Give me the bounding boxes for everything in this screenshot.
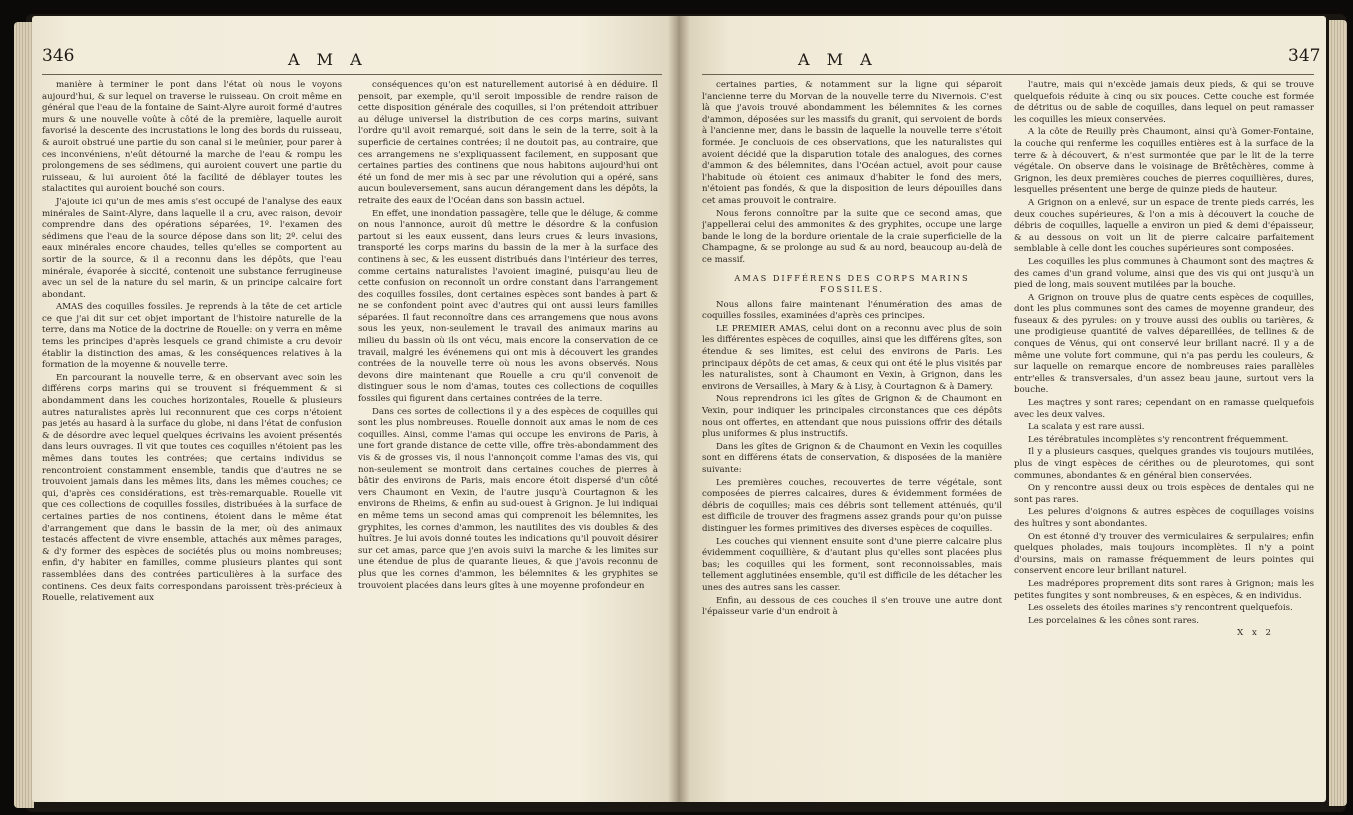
paragraph: Les porcelaines & les cônes sont rares. — [1028, 615, 1199, 626]
paragraph: manière à terminer le pont dans l'état où nous le voyons aujourd'hui, & sur lequel on traverse le ruisseau. On croit même en général que l'eau de la fontaine de Saint-Alyre auroit formé d'autres murs & une nouvelle voûte à côté de la première, laquelle auroit favorisé la descente des incrustations le long des bords du ruisseau, & auroit obstrué une partie du son canal si le meûnier, pour parer à ces inconvéniens, n'eût détourné la marche de l'eau & rompu les prolongemens de ses sédimens, qui auroient couvert une partie du ruisseau, & lui auroient ôté la facilité de déblayer toutes les stalactites qui auroient bouché son cours. — [42, 80, 342, 195]
left-page — [32, 16, 678, 802]
signature-mark: X x 2 — [1237, 628, 1274, 639]
paragraph: Les premières couches, recouvertes de terre végétale, sont composées de pierres calcaires, dures & évidemment formées de débris de coquilles; mais ces débris sont tellement atténués, qu'il est difficile de trouver des fragmens assez grands pour qu'on puisse distinguer les formes primitives des diverses espèces de coquilles. — [702, 477, 1002, 534]
paragraph: A Grignon on a enlevé, sur un espace de trente pieds carrés, les deux couches supérieures, & l'on a mis à découvert la couche de débris de coquilles, laquelle a environ un pied & demi d'épaisseur, & au dessous on voit un lit de pierre calcaire parfaitement semblable à celle dont les couches supérieures sont composées. — [1014, 197, 1314, 255]
text-column — [42, 80, 342, 770]
book-gutter — [668, 16, 690, 802]
paragraph: LE PREMIER AMAS, celui dont on a reconnu avec plus de soin les différentes espèces de coquilles, ainsi que les différens gîtes, son étendue & ses limites, est celui des environs de Paris. Les principaux dépôts de cet amas, & ceux qui ont été le plus visités par les naturalistes, sont à Chaumont en Vexin, à Grignon, dans les environs de Versailles, à Mary & à Lisy, à Courtagnon & à Damery. — [702, 323, 1002, 392]
running-head: A M A — [798, 50, 878, 69]
paragraph: Nous ferons connoître par la suite que ce second amas, que j'appellerai celui des ammonites & des gryphites, occupe une large bande le long de la bordure orientale de la craie superficielle de la Champagne, & se prolonge au sud & au nord, beaucoup au-delà de ce massif. — [702, 208, 1002, 265]
page-number: 347 — [1288, 46, 1321, 66]
paragraph: AMAS des coquilles fossiles. Je reprends à la tête de cet article ce que j'ai dit sur cet objet important de l'histoire naturelle de la terre, dans ma Notice de la doctrine de Rouelle: on y verra en même tems les principes d'après lesquels ce grand chimiste a cru devoir établir la distinction des amas, & les conséquences relatives à la formation de la moyenne & nouvelle terre. — [42, 302, 342, 371]
text-column — [1014, 80, 1314, 770]
paragraph: A la côte de Reuilly près Chaumont, ainsi qu'à Gomer-Fontaine, la couche qui renferme les coquilles entières est à la surface de la terre & à découvert, & n'est surmontée que par le lit de la terre végétale. On observe dans le voisinage de Brêtêchères, comme à Grignon, les deux premières couches de pierres coquillières, dures, lesquelles présentent une berge de quinze pieds de hauteur. — [1014, 127, 1314, 196]
section-heading: AMAS DIFFÉRENS DES CORPS MARINS FOSSILES. — [734, 272, 970, 295]
paragraph: J'ajoute ici qu'un de mes amis s'est occupé de l'analyse des eaux minérales de Saint-Alyre, dans laquelle il a cru, avec raison, devoir comprendre dans des opérations séparées, 1º. l'examen des sédimens que l'eau de la source dépose dans son lit; 2º. celui des eaux minérales encore chaudes, telles qu'elles se comportent au sortir de la source, & il a reconnu dans les dépôts, que l'eau minérale, évaporée à siccité, contenoit une substance ferrugineuse avec un sel de la nature du sel marin, & un principe calcaire fort abondant. — [42, 196, 342, 300]
paragraph: La scalata y est rare aussi. — [1028, 422, 1145, 433]
paragraph: A Grignon on trouve plus de quatre cents espèces de coquilles, dont les plus communes sont des cames de moyenne grandeur, des fuseaux & des pyrules: on y trouve aussi des oublis ou tarières, & une prodigieuse quantité de valves dépareillées, de tellines & de conques de Vénus, qui ont conservé leur brillant nacré. Il y a de même une volute fort commune, qui n'a pas perdu les couleurs, & sur laquelle on remarque encore de nombreuses raies parallèles entr'elles & transversales, d'un assez beau jaune, surtout vers la bouche. — [1014, 292, 1314, 396]
paragraph: Nous allons faire maintenant l'énumération des amas de coquilles fossiles, examinées d'après ces principes. — [702, 299, 1002, 322]
text-column — [702, 80, 1002, 770]
paragraph: On est étonné d'y trouver des vermiculaires & serpulaires; enfin quelques pholades, mais toujours incomplètes. Il n'y a point d'oursins, mais on ramasse fréquemment de leurs pointes qui conservent encore leur brillant naturel. — [1014, 531, 1314, 577]
paragraph: Nous reprendrons ici les gîtes de Grignon & de Chaumont en Vexin, pour indiquer les principales circonstances que ces dépôts nous ont offertes, en attendant que nous puissions offrir des détails plus uniformes & plus instructifs. — [702, 394, 1002, 440]
paragraph: conséquences qu'on est naturellement autorisé à en déduire. Il pensoit, par exemple, qu'il seroit impossible de rendre raison de cette disposition générale des coquilles, si l'on prétendoit attribuer au déluge universel la distribution de ces corps marins, suivant l'ordre qu'il avoit remarqué, soit dans le sein de la terre, soit à la superficie de certaines contrées; il ne doutoit pas, au contraire, que ces arrangemens ne s'expliquassent facilement, en supposant que certaines parties des continens que nous habitons aujourd'hui ont été un fond de mer mis à sec par une révolution qui a opéré, sans aucun bouleversement, sans aucun dérangement dans les dépôts, la retraite des eaux de l'Océan dans son bassin actuel. — [358, 80, 658, 206]
header-rule — [42, 74, 662, 75]
paragraph: On y rencontre aussi deux ou trois espèces de dentales qui ne sont pas rares. — [1014, 483, 1314, 505]
paragraph: Les térébratules incomplètes s'y rencontrent fréquemment. — [1028, 434, 1289, 445]
paragraph: Les madrépores proprement dits sont rares à Grignon; mais les petites fungites y sont nombreuses, & en espèces, & en individus. — [1014, 578, 1314, 601]
paragraph: Les maçtres y sont rares; cependant on en ramasse quelquefois avec les deux valves. — [1014, 398, 1314, 420]
page-number: 346 — [42, 46, 75, 66]
page-edges-right — [1329, 20, 1347, 806]
paragraph: Dans ces sortes de collections il y a des espèces de coquilles qui sont les plus nombreuses. Rouelle donnoit aux amas le nom de ces coquilles. Ainsi, comme l'amas qui occupe les environs de Paris, à une fort grande distance de cette ville, offre très-abondamment des vis & de grosses vis, il nous l'annonçoit comme l'amas des vis, qui non-seulement se montroit dans certaines couches de pierres à bâtir des environs de Paris, mais encore étoit dispersé d'un côté vers Chaumont en Vexin, de l'autre jusqu'à Courtagnon & les environs de Rheims, & enfin au sud-ouest à Grignon. Je lui indiquai en même tems un second amas qui comprenoit les bélemnites, les gryphites, les cornes d'ammon, les nautilites des vis doubles & des huîtres. Je lui avois donné toutes les indications qu'il pouvoit désirer sur cet amas, parce que j'en avois suivi la marche & les limites sur une étendue de plus de quarante lieues, & que j'avois reconnu de plus que les cornes d'ammon, les bélemnites & les gryphites se trouvoient placées dans leurs gîtes à une moyenne profondeur en — [358, 406, 658, 591]
paragraph: En parcourant la nouvelle terre, & en observant avec soin les différens corps marins qui se trouvent si fréquemment & si abondamment dans les couches horizontales, Rouelle & plusieurs autres naturalistes après lui reconnurent que ces corps n'étoient pas jetés au hasard à la surface du globe, ni dans l'état de confusion & de désordre avec lequel quelques écrivains les avoient présentés dans leurs ouvrages. Il vit que toutes ces coquilles n'étoient pas les mêmes dans toutes les contrées; que certains individus se rencontroient constamment ensemble, tandis que d'autres ne se trouvoient jamais dans les mêmes lits, dans les mêmes couches; ce qui, d'après ces considérations, est très-remarquable. Rouelle vit que ces collections de coquilles fossiles, distribuées à la surface de certaines parties de nos continens, étoient dans le même état d'arrangement que dans le bassin de la mer, où des animaux testacés affectent de vivre ensemble, attachés aux mêmes parages, & d'y former des espèces de sociétés plus ou moins nombreuses; enfin, d'y habiter en familles, comme plusieurs plantes qui sont rassemblées dans des contrées particulières à la surface des continens. Ces deux faits correspondans paroissent très-précieux à Rouelle, relativement aux — [42, 372, 342, 604]
paragraph: Il y a plusieurs casques, quelques grandes vis toujours mutilées, plus de vingt espèces de cérithes ou de pleurotomes, qui sont communes, abondantes & en général bien conservées. — [1014, 447, 1314, 481]
paragraph: Dans les gîtes de Grignon & de Chaumont en Vexin les coquilles sont en différens états de conservation, & disposées de la manière suivante: — [702, 441, 1002, 475]
paragraph: Les osselets des étoiles marines s'y rencontrent quelquefois. — [1028, 603, 1293, 614]
running-head: A M A — [288, 50, 368, 69]
paragraph: Enfin, au dessous de ces couches il s'en trouve une autre dont l'épaisseur varie d'un endroit à — [702, 595, 1002, 618]
header-rule — [702, 74, 1314, 75]
page-edges-left — [14, 22, 34, 808]
paragraph: l'autre, mais qui n'excède jamais deux pieds, & qui se trouve quelquefois réduite à cinq ou six pouces. Cette couche est formée de détritus ou de sable de coquilles, dans lequel on peut ramasser les coquilles les mieux conservées. — [1014, 80, 1314, 125]
paragraph: Les coquilles les plus communes à Chaumont sont des maçtres & des cames d'un grand volume, ainsi que des vis qui ont jusqu'à un pied de long, mais souvent mutilées par la bouche. — [1014, 256, 1314, 291]
paragraph: certaines parties, & notamment sur la ligne qui séparoit l'ancienne terre du Morvan de la nouvelle terre du Nivernois. C'est là que j'avois trouvé abondamment les bélemnites & les cornes d'ammon, déposées sur les massifs du granit, qui servoient de bords à l'ancienne mer, dans le bassin de laquelle la nouvelle terre s'étoit formée. Je concluois de ces observations, que les naturalistes qui avoient décidé que la disparution totale des analogues, des cornes d'ammon & des bélemnites, dans l'Océan actuel, avoit pour cause l'habitude où étoient ces animaux d'habiter le fond des mers, n'étoient pas fondés, & que la disposition de leurs dépouilles dans cet amas prouvoit le contraire. — [702, 80, 1002, 206]
paragraph: Les pelures d'oignons & autres espèces de coquillages voisins des huîtres y sont abondantes. — [1014, 507, 1314, 529]
paragraph: Les couches qui viennent ensuite sont d'une pierre calcaire plus évidemment coquillière, & d'autant plus qu'elles sont placées plus bas; les coquilles qui les forment, sont reconnoissables, mais tellement agglutinées ensemble, qu'il est difficile de les détacher les unes des autres sans les casser. — [702, 536, 1002, 593]
text-column — [358, 80, 658, 770]
paragraph: En effet, une inondation passagère, telle que le déluge, & comme on nous l'annonce, auroit dû mettre le désordre & la confusion partout si les eaux eussent, dans leurs crues & leurs invasions, transporté les corps marins du bassin de la mer à la surface des continens à sec, & les eussent distribués dans l'intérieur des terres, comme certains naturalistes l'avoient imaginé, puisqu'au lieu de cette confusion on reconnoît un ordre constant dans l'arrangement des coquilles fossiles, dont certaines espèces sont bandes à part & ne se confondent point avec d'autres qui ont aussi leurs familles séparées. Il faut reconnoître dans ces arrangemens que nous avons sous les yeux, non-seulement le travail des animaux marins au milieu du bassin où ils ont vécu, mais encore la conservation de ce travail, malgré les événemens qui ont mis à découvert les grandes contrées de la nouvelle terre où nous les avons observés. Nous devons dire maintenant que Rouelle a cru qu'il convenoit de distinguer sous le nom d'amas, toutes ces collections de coquilles fossiles qui figurent dans certaines contrées de la terre. — [358, 208, 658, 405]
right-page — [678, 16, 1326, 802]
